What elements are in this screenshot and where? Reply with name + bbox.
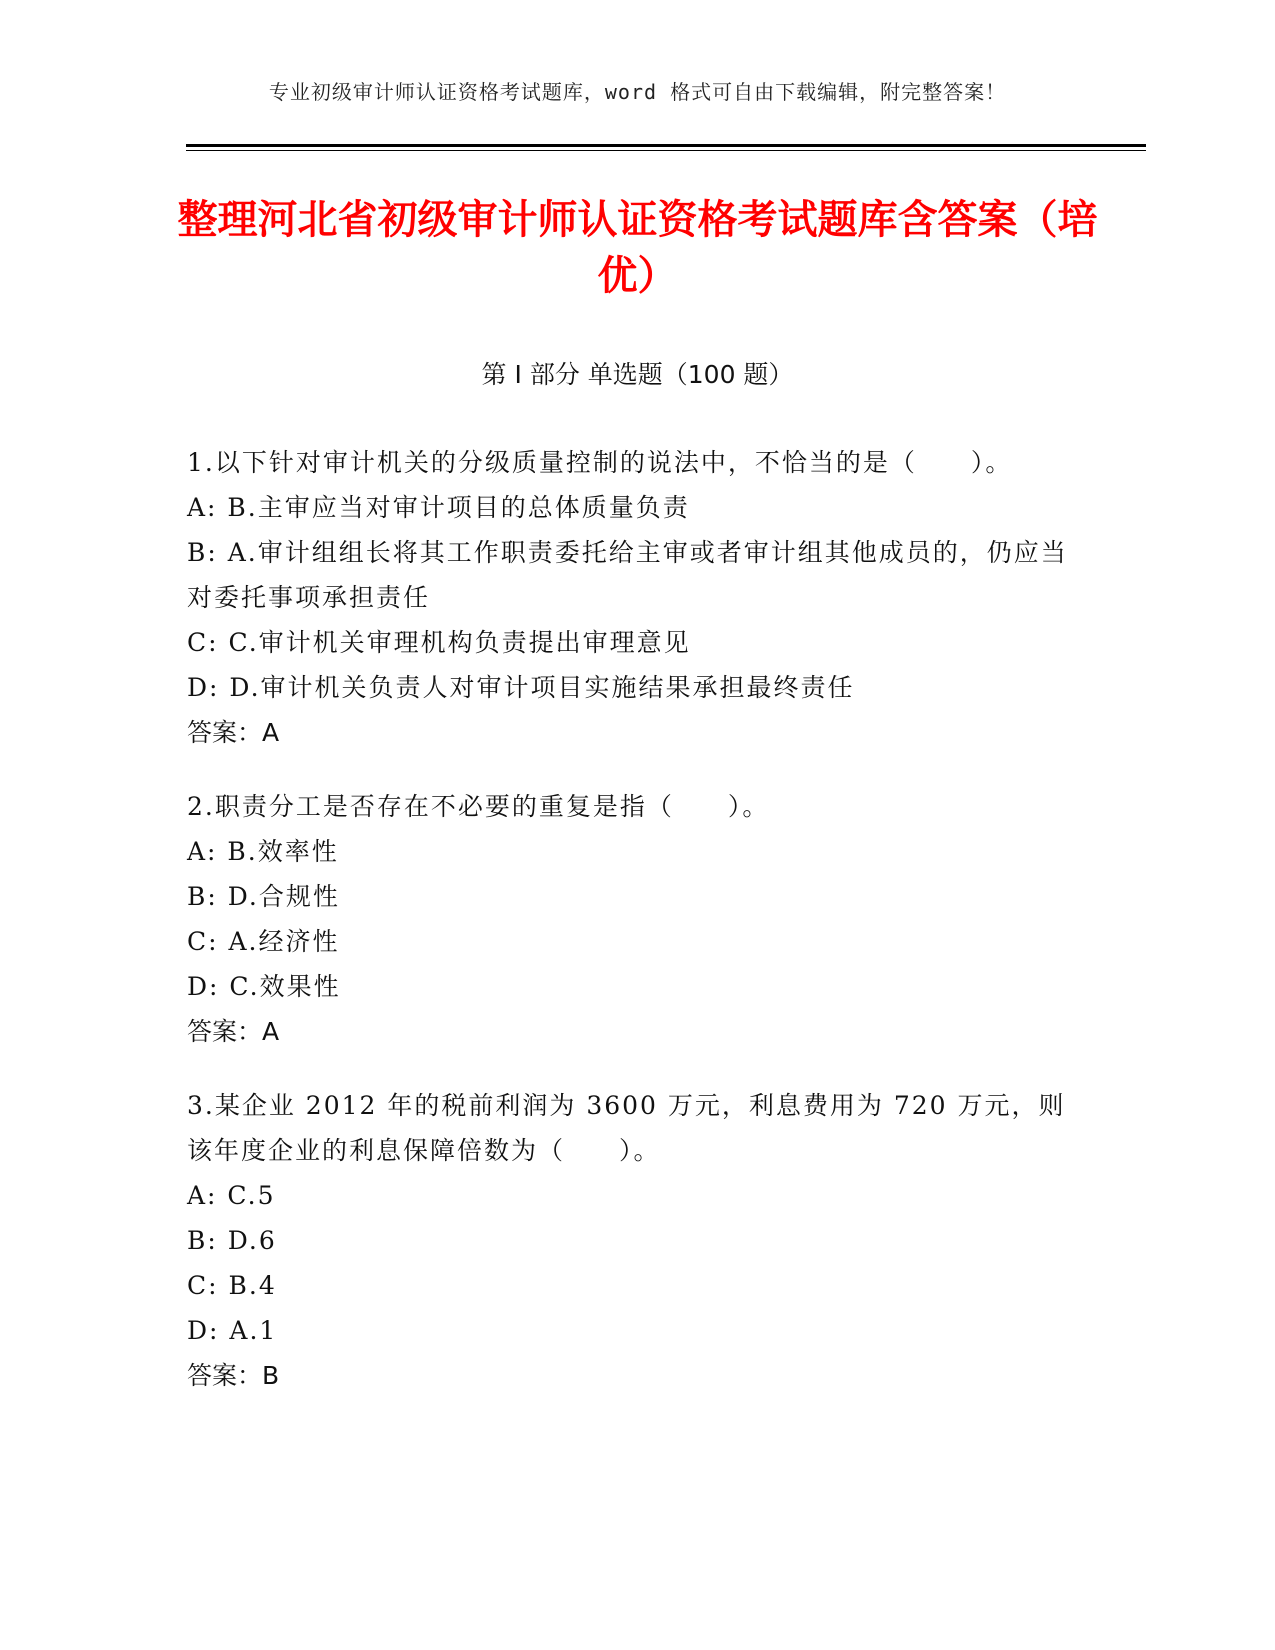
option-a: A: C.5 (187, 1181, 276, 1210)
header-rule-thin (186, 150, 1146, 151)
answer-label: 答案： (187, 1017, 263, 1046)
answer-line (187, 1009, 1087, 1054)
answer-value: A (262, 718, 280, 747)
header-rule-thick (186, 144, 1146, 147)
answer-line (187, 1353, 1087, 1398)
header-note: 专业初级审计师认证资格考试题库，word 格式可自由下载编辑，附完整答案！ (268, 80, 1007, 104)
option-b: B: D.合规性 (187, 882, 340, 911)
option-d: D: D.审计机关负责人对审计项目实施结果承担最终责任 (187, 673, 855, 702)
answer-value: B (262, 1361, 280, 1390)
question-stem: 3.某企业 2012 年的税前利润为 3600 万元，利息费用为 720 万元，则该年度企业的利息保障倍数为（ ）。 (187, 1091, 1066, 1165)
answer-label: 答案： (187, 718, 263, 747)
section-title: 第 I 部分 单选题（100 题） (481, 360, 794, 389)
question-1 (187, 440, 1087, 755)
option-a: A: B.主审应当对审计项目的总体质量负责 (187, 493, 690, 522)
option-b: B: A.审计组组长将其工作职责委托给主审或者审计组其他成员的，仍应当对委托事项承担责任 (187, 538, 1068, 612)
option-d: D: A.1 (187, 1316, 278, 1345)
question-stem: 2.职责分工是否存在不必要的重复是指（ ）。 (187, 792, 770, 821)
document-title: 整理河北省初级审计师认证资格考试题库含答案（培优） (177, 197, 1098, 299)
question-3 (187, 1083, 1087, 1398)
answer-label: 答案： (187, 1361, 263, 1390)
answer-line (187, 710, 1087, 755)
question-2 (187, 784, 1087, 1054)
option-c: C: B.4 (187, 1271, 277, 1300)
answer-value: A (262, 1017, 280, 1046)
option-a: A: B.效率性 (187, 837, 339, 866)
question-list (187, 440, 1087, 1427)
option-b: B: D.6 (187, 1226, 277, 1255)
option-c: C: A.经济性 (187, 927, 340, 956)
option-d: D: C.效果性 (187, 972, 341, 1001)
question-stem: 1.以下针对审计机关的分级质量控制的说法中，不恰当的是（ ）。 (187, 448, 1013, 477)
option-c: C: C.审计机关审理机构负责提出审理意见 (187, 628, 691, 657)
